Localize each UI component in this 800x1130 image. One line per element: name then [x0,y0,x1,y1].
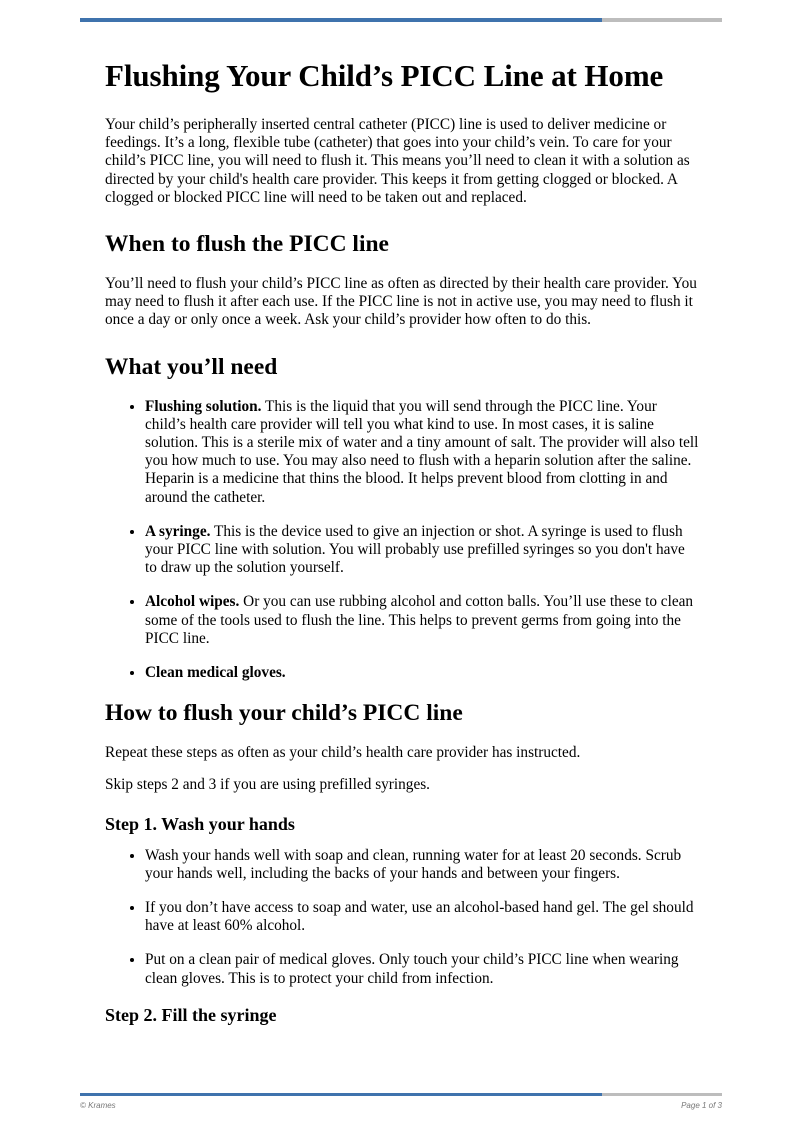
footer-copyright: © Krames [80,1101,116,1110]
how-paragraph-2: Skip steps 2 and 3 if you are using prefilled syringes. [105,776,431,794]
how-heading: How to flush your child’s PICC line [105,700,463,727]
footer-rule-blue [80,1093,602,1096]
when-paragraph: You’ll need to flush your child’s PICC line as often as directed by their health care provider. You may need to flush it after each use. If the PICC line is not in active use, you may need to flush it once a day or only once a week. Ask your child’s provider how often to do this. [105,275,697,329]
need-item-syringe: • A syringe. This is the device used to give an injection or shot. A syringe is used to flush your PICC line with solution. You will probably use prefilled syringes so you don't have to draw up the solution yourself. [145,523,700,578]
step1-item: • If you don’t have access to soap and water, use an alcohol-based hand gel. The gel should have at least 60% alcohol. [145,899,700,935]
header-rule-gray [602,18,722,22]
need-heading: What you’ll need [105,353,278,380]
step2-heading: Step 2. Fill the syringe [105,1004,277,1025]
when-heading: When to flush the PICC line [105,231,389,258]
footer-page-number: Page 1 of 3 [681,1101,722,1110]
document-body [105,56,700,1038]
step1-item: • Put on a clean pair of medical gloves. Only touch your child’s PICC line when wearing clean gloves. This is to protect your child from infection. [145,951,700,987]
header-rule [80,18,722,22]
need-item-solution: • Flushing solution. This is the liquid that you will send through the PICC line. Your child’s health care provider will tell you what kind to use. In most cases, it is saline solution. This is a sterile mix of water and a tiny amount of salt. The provider will also tell you how much to use. You may also need to flush with a heparin solution after the saline. Heparin is a medicine that thins the blood. It helps prevent blood from clotting in and around the catheter. [145,398,700,507]
how-paragraph-1: Repeat these steps as often as your child’s health care provider has instructed. [105,744,581,762]
need-list [105,398,700,683]
step1-item: • Wash your hands well with soap and clean, running water for at least 20 seconds. Scrub your hands well, including the backs of your hands and between your fingers. [145,847,700,883]
need-item-alcohol: • Alcohol wipes. Or you can use rubbing alcohol and cotton balls. You’ll use these to clean some of the tools used to flush the line. This helps to prevent germs from going into the PICC line. [145,593,700,648]
need-item-gloves: • Clean medical gloves. [145,664,700,682]
footer-rule [80,1093,722,1096]
page-title: Flushing Your Child’s PICC Line at Home [105,58,664,93]
footer-rule-gray [602,1093,722,1096]
step1-list [105,847,700,988]
header-rule-blue [80,18,602,22]
step1-heading: Step 1. Wash your hands [105,813,295,834]
intro-paragraph: Your child’s peripherally inserted central catheter (PICC) line is used to deliver medicine or feedings. It’s a long, flexible tube (catheter) that goes into your child’s vein. To care for your child’s PICC line, you will need to flush it. This means you’ll need to clean it with a solution as directed by your child's health care provider. This keeps it from getting clogged or blocked. A clogged or blocked PICC line will need to be taken out and replaced. [105,116,690,206]
